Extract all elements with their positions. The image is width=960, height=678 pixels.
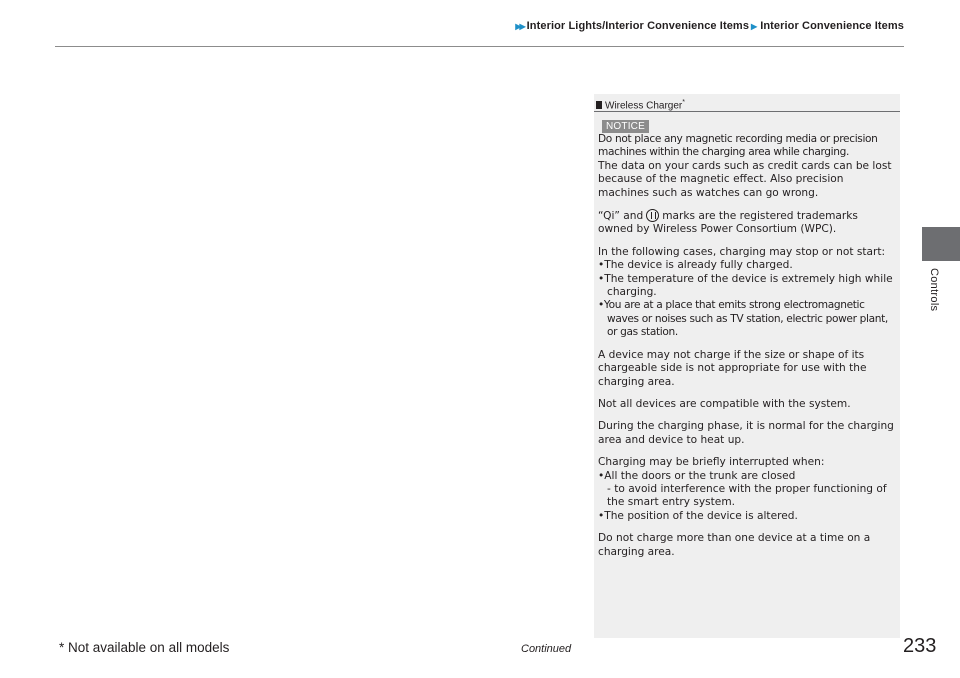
list-item: •All the doors or the trunk are closed - to avoid interference with the proper functioning of the smart entry system. xyxy=(598,469,887,509)
notice-text-2: The data on your cards such as credit cards can be lost because of the magnetic effect. Also precision machines such as watches can go wrong. xyxy=(598,159,892,199)
breadcrumb-item-interior-lights[interactable]: Interior Lights/Interior Convenience Items xyxy=(526,20,750,32)
breadcrumb xyxy=(0,20,904,32)
trademark-note: “Qi” and marks are the registered trademarks owned by Wireless Power Consortium (WPC). xyxy=(598,210,858,236)
breadcrumb-item-convenience[interactable]: Interior Convenience Items xyxy=(760,20,904,32)
list-item: •The position of the device is altered. xyxy=(598,509,798,522)
arrow-icon: ▶ xyxy=(751,22,758,31)
notice-label: NOTICE xyxy=(602,120,649,133)
wireless-charger-sidebar xyxy=(594,94,900,638)
list-item: •You are at a place that emits strong electromagnetic waves or noises such as TV station, electric power plant, or gas station. xyxy=(598,299,888,339)
sidebar-title: Wireless Charger* xyxy=(594,94,900,112)
section-tab-label: Controls xyxy=(928,268,940,312)
size-note: A device may not charge if the size or shape of its chargeable side is not appropriate for use with the charging area. xyxy=(598,348,867,388)
header-divider xyxy=(55,46,904,47)
not-available-asterisk: * xyxy=(682,99,685,106)
interrupt-intro: Charging may be briefly interrupted when: xyxy=(598,456,825,469)
final-note: Do not charge more than one device at a time on a charging area. xyxy=(598,532,871,558)
page-number: 233 xyxy=(903,635,937,657)
sidebar-content xyxy=(598,133,896,559)
notice-text: Do not place any magnetic recording media or precision machines within the charging area while charging. xyxy=(598,133,878,159)
footnote: * Not available on all models xyxy=(59,640,230,655)
list-item: •The device is already fully charged. xyxy=(598,259,793,272)
section-tab[interactable] xyxy=(922,227,960,261)
stop-intro: In the following cases, charging may stop or not start: xyxy=(598,245,886,258)
double-arrow-icon: ▶▶ xyxy=(515,22,524,31)
list-item: •The temperature of the device is extremely high while charging. xyxy=(598,272,893,299)
heat-note: During the charging phase, it is normal for the charging area and device to heat up. xyxy=(598,420,894,446)
continued-link[interactable]: Continued xyxy=(521,643,572,655)
compat-note: Not all devices are compatible with the system. xyxy=(598,397,851,410)
reference-marker-icon xyxy=(596,101,602,109)
qi-logo-icon xyxy=(646,209,659,222)
